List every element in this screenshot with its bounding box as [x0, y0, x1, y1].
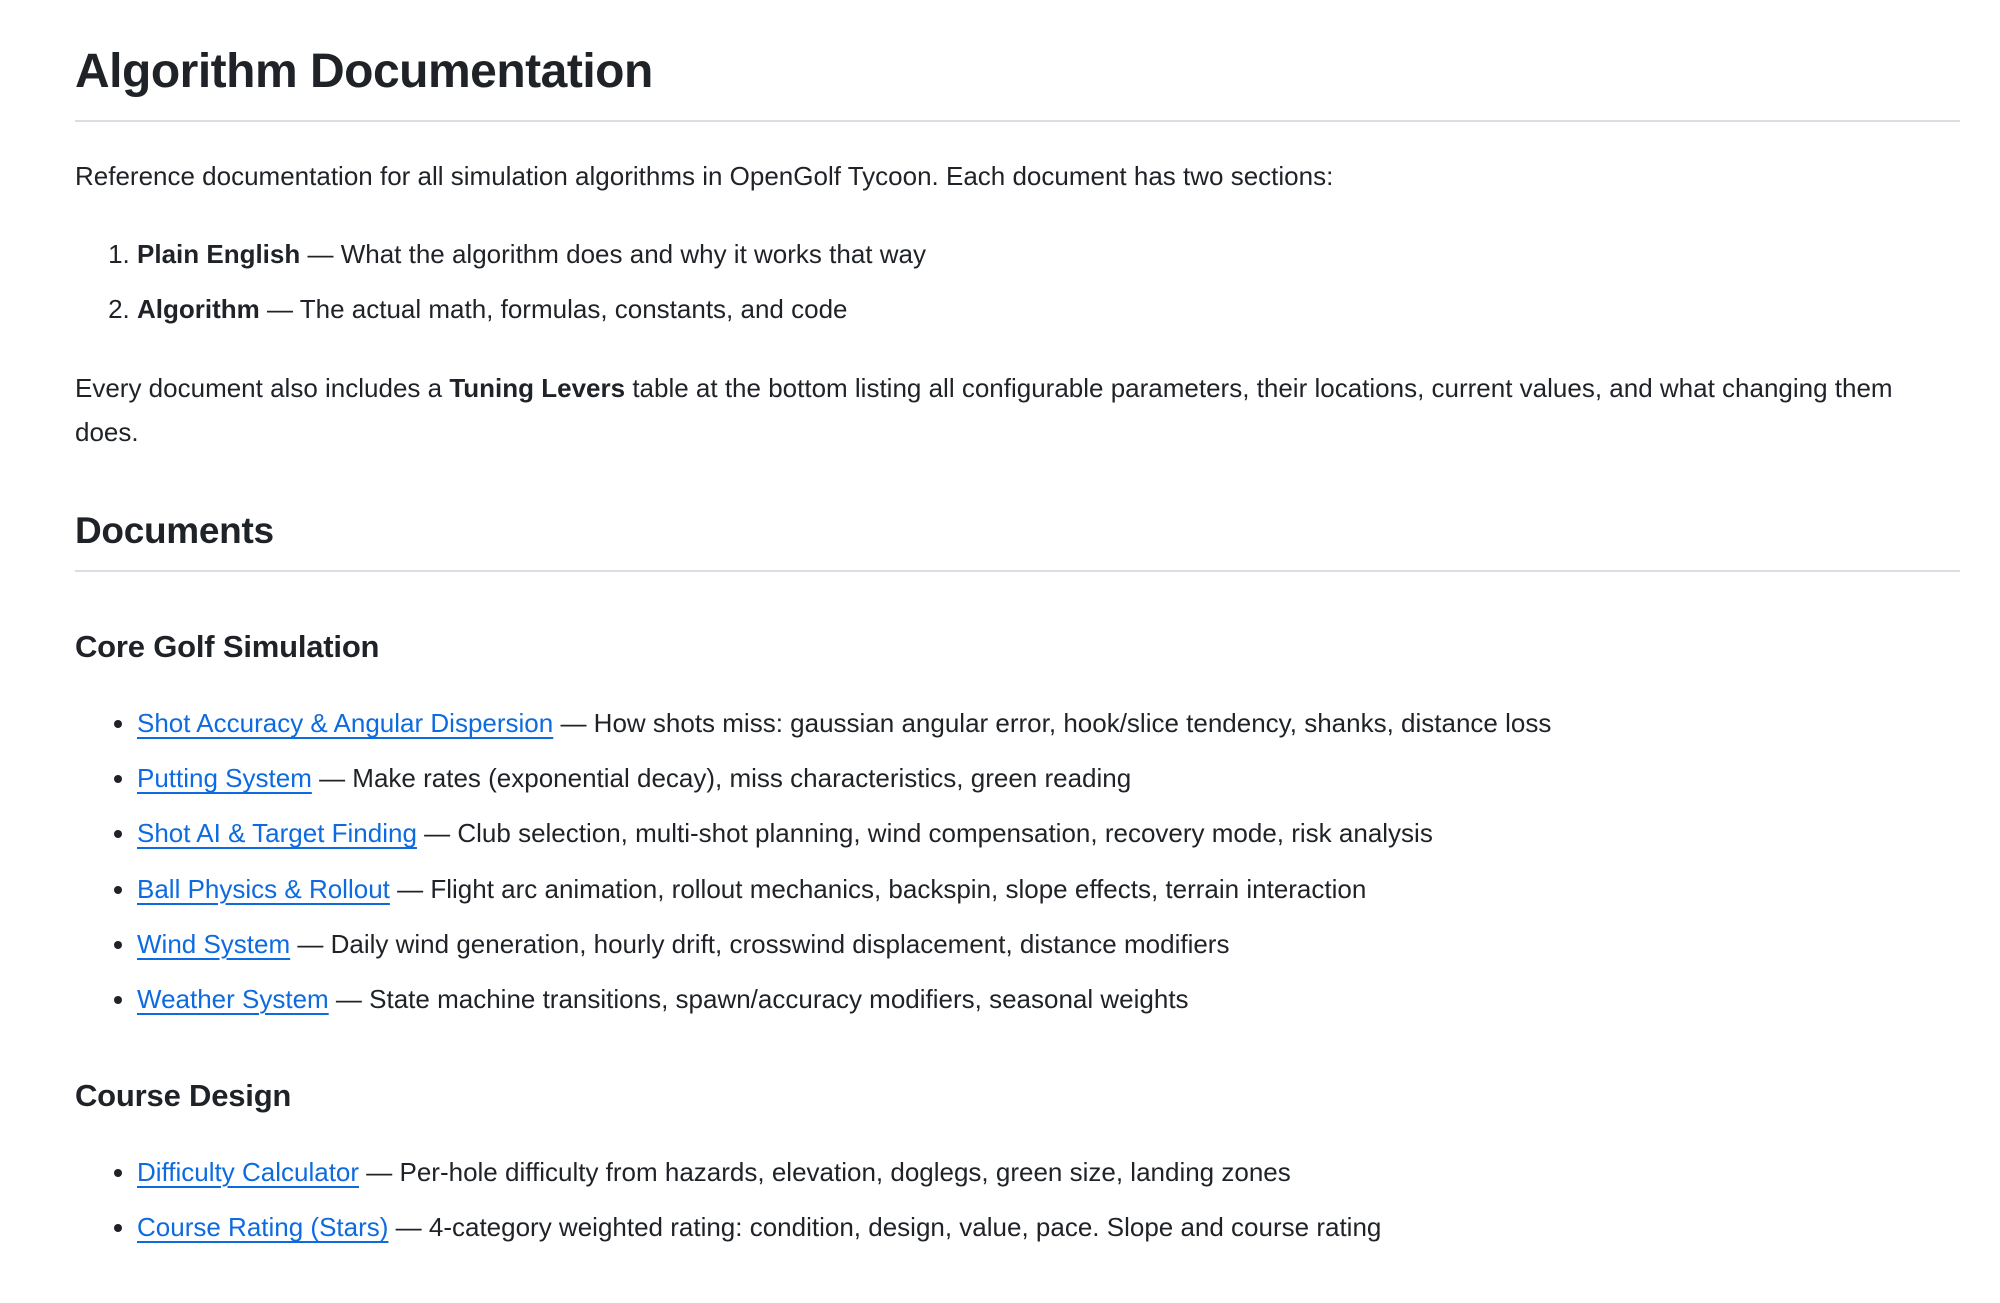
- item-desc: — Daily wind generation, hourly drift, crosswind displacement, distance modifiers: [290, 928, 1230, 959]
- list-item: [137, 811, 1960, 855]
- item-desc: — Club selection, multi-shot planning, wind compensation, recovery mode, risk analysis: [416, 818, 1433, 849]
- item-desc: — How shots miss: gaussian angular error, hook/slice tendency, shanks, distance loss: [553, 707, 1552, 738]
- list-item: [137, 756, 1960, 800]
- item-desc: — The actual math, formulas, constants, and code: [259, 294, 848, 325]
- list-item: [137, 1150, 1960, 1194]
- item-desc: — State machine transitions, spawn/accuracy modifiers, seasonal weights: [328, 983, 1189, 1014]
- list-item-algorithm: [137, 287, 1960, 331]
- core-golf-simulation-list: [75, 701, 1960, 1021]
- list-item: [137, 1205, 1960, 1249]
- intro-paragraph: Reference documentation for all simulation algorithms in OpenGolf Tycoon. Each document has two sections:: [75, 161, 1334, 191]
- link-wind-system[interactable]: Wind System: [137, 928, 291, 959]
- page-title: Algorithm Documentation: [75, 42, 1960, 122]
- list-item: [137, 922, 1960, 966]
- list-item: [137, 701, 1960, 745]
- link-putting-system[interactable]: Putting System: [137, 763, 312, 794]
- course-design-heading: Course Design: [75, 1078, 292, 1114]
- item-desc: — Flight arc animation, rollout mechanics, backspin, slope effects, terrain interaction: [389, 873, 1367, 904]
- link-shot-accuracy[interactable]: Shot Accuracy & Angular Dispersion: [137, 707, 554, 738]
- course-design-list: [75, 1150, 1960, 1249]
- document-structure-list: [75, 232, 1960, 331]
- item-desc: — 4-category weighted rating: condition, design, value, pace. Slope and course rating: [388, 1212, 1382, 1242]
- item-desc: — Per-hole difficulty from hazards, elevation, doglegs, green size, landing zones: [359, 1156, 1291, 1187]
- link-course-rating-stars[interactable]: Course Rating (Stars): [137, 1212, 389, 1242]
- link-difficulty-calculator[interactable]: Difficulty Calculator: [137, 1156, 360, 1187]
- list-item: [137, 867, 1960, 911]
- link-ball-physics-rollout[interactable]: Ball Physics & Rollout: [137, 873, 390, 904]
- link-shot-ai-target-finding[interactable]: Shot AI & Target Finding: [137, 818, 417, 849]
- core-golf-simulation-heading: Core Golf Simulation: [75, 629, 380, 665]
- tuning-post-text: table at the bottom listing all configurable parameters, their locations, current values, and what changing them does.: [75, 372, 1893, 447]
- link-weather-system[interactable]: Weather System: [137, 983, 329, 1014]
- list-item-plain-english: [137, 232, 1960, 276]
- item-desc: — What the algorithm does and why it works that way: [300, 239, 926, 270]
- list-item: [137, 977, 1960, 1021]
- tuning-pre-text: Every document also includes a: [75, 372, 450, 403]
- tuning-bold-text: Tuning Levers: [449, 372, 626, 403]
- item-desc: — Make rates (exponential decay), miss characteristics, green reading: [311, 763, 1132, 794]
- tuning-levers-paragraph: [75, 366, 1960, 454]
- documents-heading: Documents: [75, 508, 1960, 572]
- item-term: Plain English: [137, 239, 301, 270]
- section-course-design: [75, 1077, 1960, 1249]
- item-term: Algorithm: [137, 294, 260, 325]
- section-core-golf-simulation: [75, 628, 1960, 1021]
